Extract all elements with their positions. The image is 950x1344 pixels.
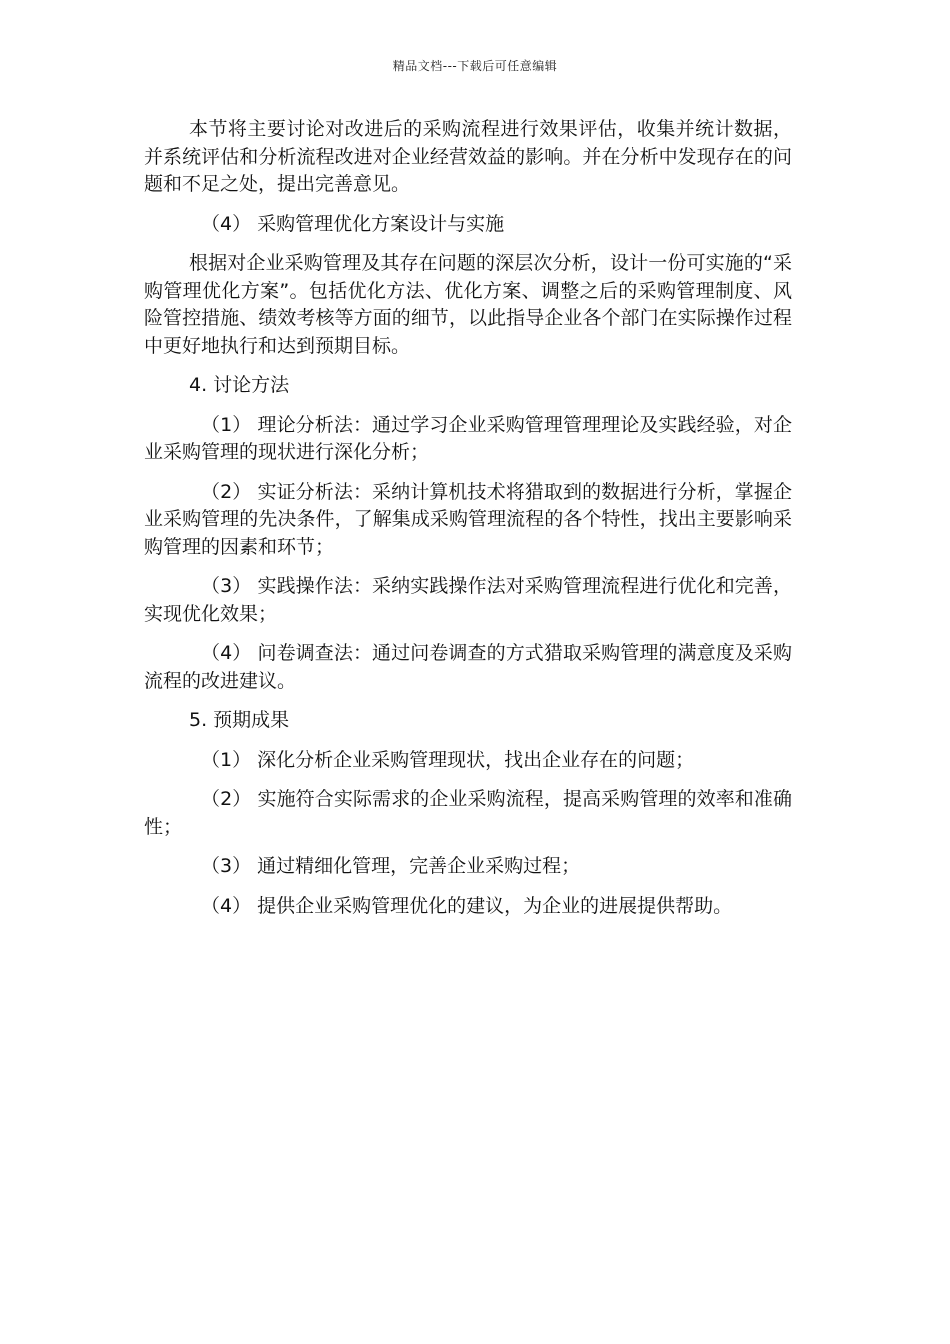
outcome-item-4: （4） 提供企业采购管理优化的建议，为企业的进展提供帮助。: [201, 894, 733, 917]
method-item-practice: （3） 实践操作法：采纳实践操作法对采购管理流程进行优化和完善，实现优化效果；: [144, 575, 792, 625]
outcome-item-3: （3） 通过精细化管理，完善企业采购过程；: [201, 855, 581, 877]
subheading-optimization-plan: （4） 采购管理优化方案设计与实施: [201, 212, 505, 235]
paragraph-evaluation: 本节将主要讨论对改进后的采购流程进行效果评估，收集并统计数据，并系统评估和分析流程改进对企业经营效益的影响。并在分析中发现存在的问题和不足之处，提出完善意见。: [144, 118, 792, 195]
method-item-empirical: （2） 实证分析法：采纳计算机技术将猎取到的数据进行分析，掌握企业采购管理的先决条件，了解集成采购管理流程的各个特性，找出主要影响采购管理的因素和环节；: [144, 480, 792, 558]
section-heading-outcomes: 5. 预期成果: [189, 709, 290, 731]
page-header: 精品文档---下载后可任意编辑: [392, 59, 558, 73]
method-item-theory: （1） 理论分析法：通过学习企业采购管理管理理论及实践经验，对企业采购管理的现状进行深化分析；: [144, 413, 792, 463]
method-item-survey: （4） 问卷调查法：通过问卷调查的方式猎取采购管理的满意度及采购流程的改进建议。: [144, 642, 792, 692]
document-body: [144, 116, 792, 932]
section-heading-methods: 4. 讨论方法: [189, 374, 290, 396]
outcome-item-1: （1） 深化分析企业采购管理现状，找出企业存在的问题；: [201, 748, 695, 771]
paragraph-optimization-plan: 根据对企业采购管理及其存在问题的深层次分析，设计一份可实施的“采购管理优化方案”。包括优化方法、优化方案、调整之后的采购管理制度、风险管控措施、绩效考核等方面的细节，以此指导企业各个部门在实际操作过程中更好地执行和达到预期目标。: [144, 252, 792, 357]
outcome-item-2: （2） 实施符合实际需求的企业采购流程，提高采购管理的效率和准确性；: [144, 788, 792, 838]
